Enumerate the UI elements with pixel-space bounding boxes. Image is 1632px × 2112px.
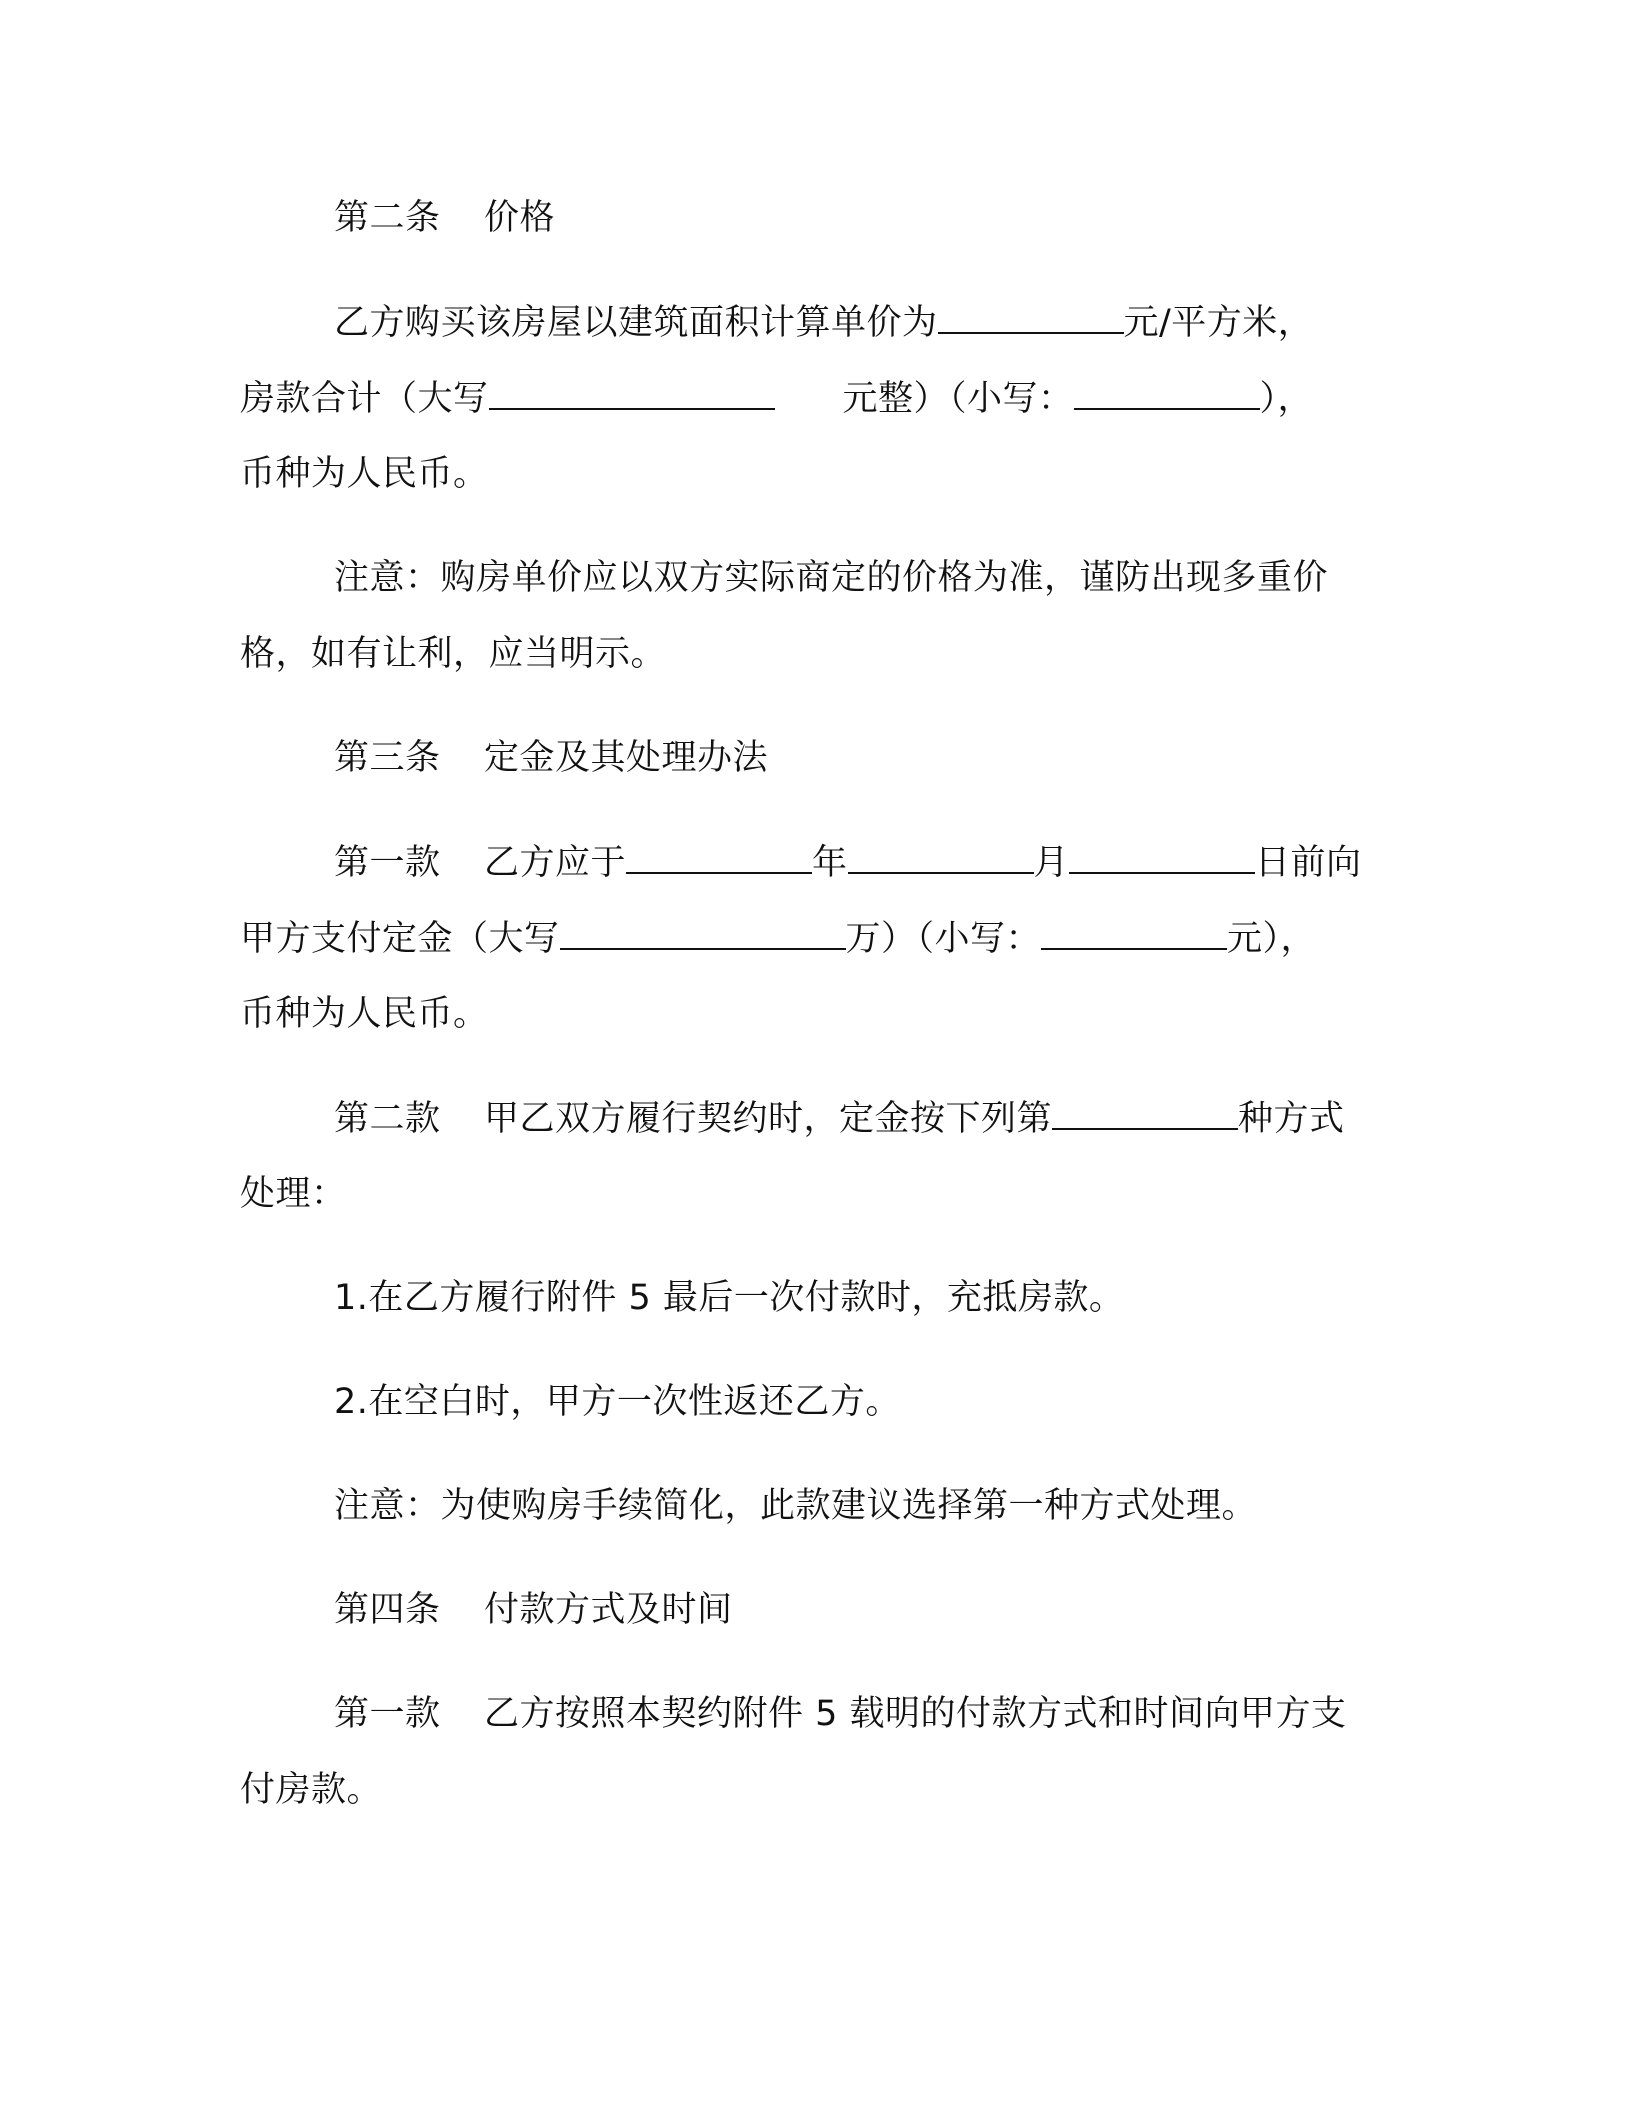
total-line: [240, 376, 1313, 421]
text: 种方式: [1238, 1099, 1345, 1139]
total-lowercase-blank: [1074, 376, 1260, 410]
deposit-lowercase-blank: [1041, 916, 1227, 950]
option-number-blank: [1052, 1096, 1238, 1130]
article2-heading: [334, 196, 555, 240]
text: 元整）（小写：: [842, 379, 1074, 419]
text: 元/平方米，: [1123, 303, 1314, 343]
article-label: 第四条: [334, 1590, 441, 1630]
article3-heading: [334, 736, 768, 780]
text: 月: [1033, 843, 1070, 883]
text: 乙方应于: [484, 843, 627, 883]
text: 乙方按照本契约附件 5 载明的付款方式和时间向甲方支: [484, 1694, 1347, 1734]
deposit-uppercase-blank: [560, 916, 846, 950]
clause-label: 第一款: [334, 843, 441, 883]
text: 万）（小写：: [845, 919, 1042, 959]
text: 元），: [1227, 919, 1317, 959]
article-label: 第二条: [334, 198, 441, 238]
unit-price-blank: [938, 300, 1124, 334]
article4-clause1-line: 付房款。: [240, 1770, 383, 1810]
text: 房款合计（大写: [240, 379, 489, 419]
text: 甲方支付定金（大写: [240, 919, 560, 959]
total-uppercase-blank: [489, 376, 775, 410]
currency-line: 币种为人民币。: [240, 454, 489, 494]
clause1-line: [334, 840, 1362, 885]
text: 甲乙双方履行契约时，定金按下列第: [484, 1099, 1053, 1139]
currency-line: 币种为人民币。: [240, 994, 489, 1034]
day-blank: [1069, 840, 1255, 874]
clause2-line: [334, 1096, 1345, 1141]
month-blank: [848, 840, 1034, 874]
note-line: 格，如有让利，应当明示。: [240, 634, 667, 674]
price-line: [334, 300, 1313, 345]
text: 乙方购买该房屋以建筑面积计算单价为: [334, 303, 938, 343]
note-line: 注意：购房单价应以双方实际商定的价格为准，谨防出现多重价: [334, 558, 1329, 598]
year-blank: [626, 840, 812, 874]
option-2: 2.在空白时，甲方一次性返还乙方。: [334, 1382, 901, 1422]
article4-heading: [334, 1588, 733, 1632]
clause-label: 第一款: [334, 1694, 441, 1734]
article-title: 定金及其处理办法: [484, 738, 769, 778]
note-line: 注意：为使购房手续简化，此款建议选择第一种方式处理。: [334, 1486, 1258, 1526]
article-label: 第三条: [334, 738, 441, 778]
clause-label: 第二款: [334, 1099, 441, 1139]
text: 年: [812, 843, 848, 883]
option-1: 1.在乙方履行附件 5 最后一次付款时，充抵房款。: [334, 1278, 1125, 1318]
article-title: 付款方式及时间: [484, 1590, 733, 1630]
article-title: 价格: [484, 198, 556, 238]
text: 日前向: [1255, 843, 1362, 883]
deposit-line: [240, 916, 1316, 961]
article4-clause1-line: [334, 1692, 1347, 1736]
text: ），: [1259, 379, 1314, 419]
clause2-line: 处理：: [240, 1174, 347, 1214]
